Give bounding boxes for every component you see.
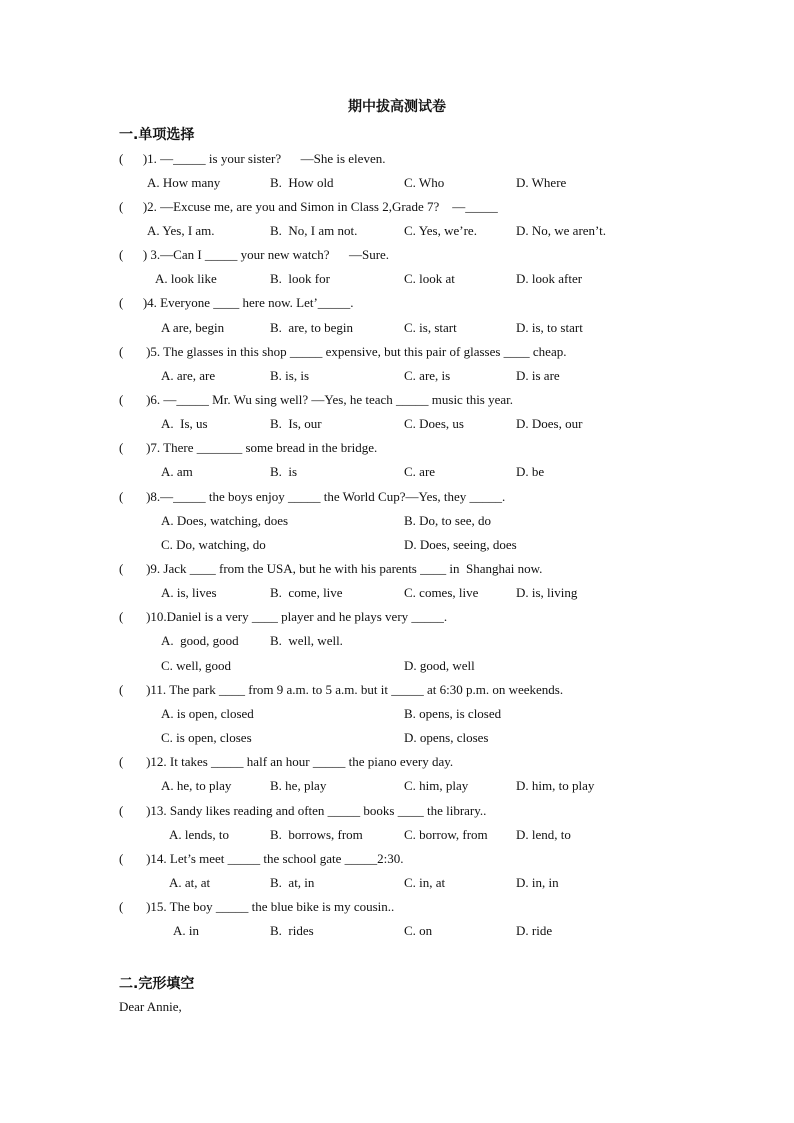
question-12-option-b: B. he, play	[270, 778, 327, 793]
question-3-option-d: D. look after	[516, 271, 583, 286]
question-5-option-c: C. are, is	[404, 368, 451, 383]
question-7-option-a: A. am	[161, 464, 193, 479]
question-6-option-a: A. Is, us	[161, 416, 208, 431]
question-13-option-d: D. lend, to	[516, 827, 571, 842]
question-11-option-b: B. opens, is closed	[404, 706, 502, 721]
section-heading-cloze: 二.完形填空	[119, 976, 195, 992]
question-15-stem: ( )15. The boy _____ the blue bike is my cousin..	[119, 899, 395, 914]
letter-opening: Dear Annie,	[119, 999, 182, 1014]
question-4-option-c: C. is, start	[404, 320, 457, 335]
question-7-stem: ( )7. There _______ some bread in the bridge.	[119, 440, 378, 455]
question-4-option-d: D. is, to start	[516, 320, 583, 335]
question-14-option-b: B. at, in	[270, 875, 315, 890]
question-8-stem: ( )8.—_____ the boys enjoy _____ the World Cup?—Yes, they _____.	[119, 489, 506, 504]
question-8-option-b: B. Do, to see, do	[404, 513, 492, 528]
question-15-option-a: A. in	[173, 923, 199, 938]
question-5-option-a: A. are, are	[161, 368, 216, 383]
question-14-option-d: D. in, in	[516, 875, 559, 890]
question-4-option-b: B. are, to begin	[270, 320, 354, 335]
question-7-option-b: B. is	[270, 464, 298, 479]
question-1-stem: ( )1. —_____ is your sister? —She is eleven.	[119, 151, 386, 166]
question-1-option-d: D. Where	[516, 175, 567, 190]
question-3-stem: ( ) 3.—Can I _____ your new watch? —Sure.	[119, 247, 390, 262]
question-10-option-a: A. good, good	[161, 633, 239, 648]
question-3-option-c: C. look at	[404, 271, 455, 286]
question-2-stem: ( )2. —Excuse me, are you and Simon in Class 2,Grade 7? —_____	[119, 199, 498, 214]
question-15-option-b: B. rides	[270, 923, 314, 938]
question-7-option-c: C. are	[404, 464, 436, 479]
question-4-option-a: A are, begin	[161, 320, 225, 335]
question-8-option-a: A. Does, watching, does	[161, 513, 289, 528]
question-1-option-a: A. How many	[147, 175, 221, 190]
question-14-option-a: A. at, at	[169, 875, 211, 890]
question-9-stem: ( )9. Jack ____ from the USA, but he with his parents ____ in Shanghai now.	[119, 561, 543, 576]
question-8-option-c: C. Do, watching, do	[161, 537, 266, 552]
question-2-option-a: A. Yes, I am.	[147, 223, 215, 238]
question-14-stem: ( )14. Let’s meet _____ the school gate _____2:30.	[119, 851, 404, 866]
question-10-option-d: D. good, well	[404, 658, 475, 673]
question-7-option-d: D. be	[516, 464, 545, 479]
question-1-option-c: C. Who	[404, 175, 445, 190]
question-8-option-d: D. Does, seeing, does	[404, 537, 517, 552]
question-11-stem: ( )11. The park ____ from 9 a.m. to 5 a.m. but it _____ at 6:30 p.m. on weekends.	[119, 682, 564, 697]
question-2-option-b: B. No, I am not.	[270, 223, 358, 238]
question-9-option-d: D. is, living	[516, 585, 578, 600]
question-12-stem: ( )12. It takes _____ half an hour _____ the piano every day.	[119, 754, 454, 769]
question-2-option-d: D. No, we aren’t.	[516, 223, 607, 238]
question-12-option-d: D. him, to play	[516, 778, 595, 793]
question-10-stem: ( )10.Daniel is a very ____ player and he plays very _____.	[119, 609, 448, 624]
question-15-option-d: D. ride	[516, 923, 553, 938]
question-13-option-c: C. borrow, from	[404, 827, 488, 842]
question-6-stem: ( )6. —_____ Mr. Wu sing well? —Yes, he teach _____ music this year.	[119, 392, 514, 407]
question-15-option-c: C. on	[404, 923, 433, 938]
question-11-option-c: C. is open, closes	[161, 730, 252, 745]
question-1-option-b: B. How old	[270, 175, 334, 190]
section-heading-single-choice: 一.单项选择	[119, 127, 195, 143]
question-12-option-c: C. him, play	[404, 778, 469, 793]
question-6-option-c: C. Does, us	[404, 416, 464, 431]
question-3-option-a: A. look like	[155, 271, 217, 286]
question-5-stem: ( )5. The glasses in this shop _____ expensive, but this pair of glasses ____ cheap.	[119, 344, 567, 359]
question-11-option-d: D. opens, closes	[404, 730, 489, 745]
question-3-option-b: B. look for	[270, 271, 330, 286]
question-9-option-b: B. come, live	[270, 585, 343, 600]
question-12-option-a: A. he, to play	[161, 778, 232, 793]
question-5-option-b: B. is, is	[270, 368, 310, 383]
question-13-stem: ( )13. Sandy likes reading and often _____ books ____ the library..	[119, 803, 487, 818]
question-5-option-d: D. is are	[516, 368, 560, 383]
question-9-option-a: A. is, lives	[161, 585, 217, 600]
question-13-option-b: B. borrows, from	[270, 827, 363, 842]
question-13-option-a: A. lends, to	[169, 827, 229, 842]
question-6-option-d: D. Does, our	[516, 416, 583, 431]
question-9-option-c: C. comes, live	[404, 585, 479, 600]
question-2-option-c: C. Yes, we’re.	[404, 223, 477, 238]
question-6-option-b: B. Is, our	[270, 416, 322, 431]
question-4-stem: ( )4. Everyone ____ here now. Let’_____.	[119, 295, 354, 310]
question-14-option-c: C. in, at	[404, 875, 446, 890]
question-10-option-b: B. well, well.	[270, 633, 343, 648]
question-10-option-c: C. well, good	[161, 658, 232, 673]
page-title: 期中拔高测试卷	[348, 99, 446, 115]
question-11-option-a: A. is open, closed	[161, 706, 254, 721]
